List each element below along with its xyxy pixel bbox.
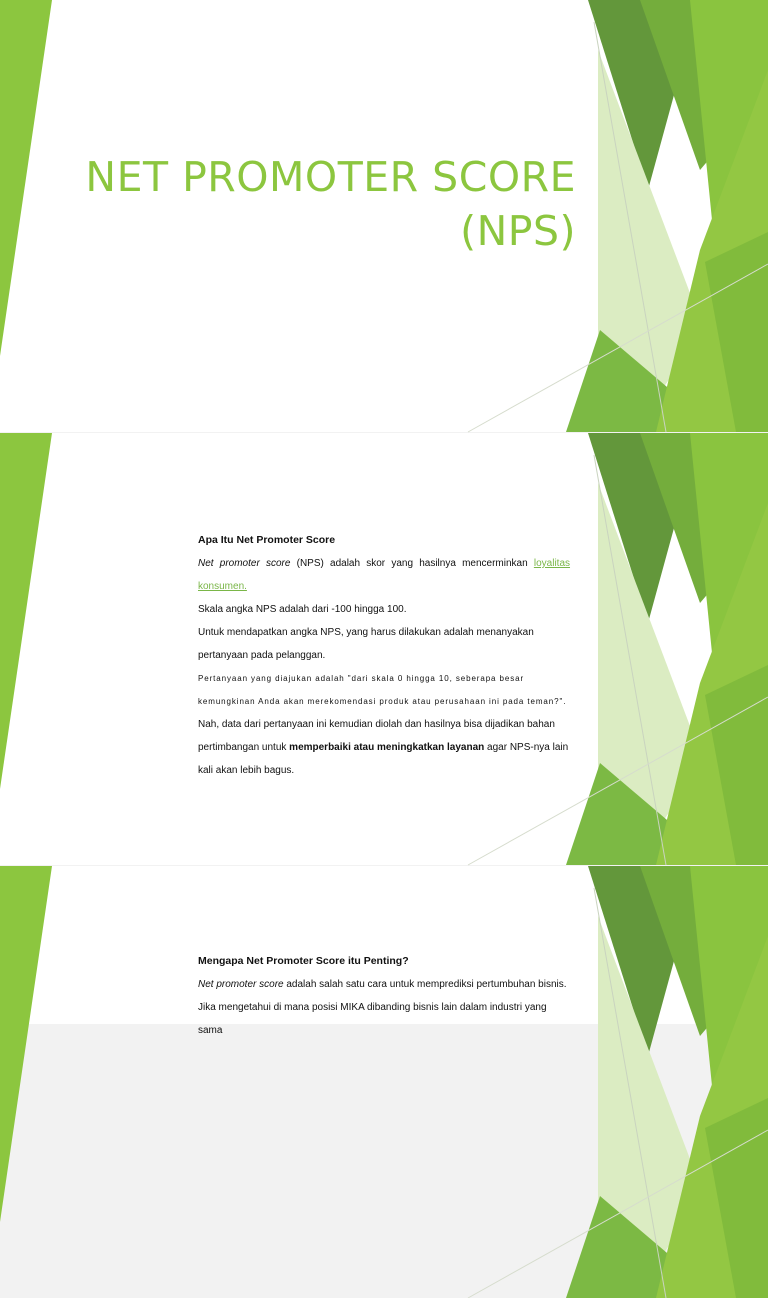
term-italic: Net promoter score: [198, 558, 291, 569]
content-slide-what-is-nps: [0, 433, 768, 865]
scale-paragraph: Skala angka NPS adalah dari -100 hingga 100.: [198, 604, 407, 615]
conclusion-bold: memperbaiki atau meningkatkan layanan: [289, 742, 485, 753]
slide-decoration: [0, 866, 768, 1298]
title-slide: [0, 0, 768, 432]
slide-title: [85, 150, 576, 258]
method-paragraph: Untuk mendapatkan angka NPS, yang harus dilakukan adalah menanyakan pertanyaan pada pelanggan.: [198, 627, 534, 661]
definition-paragraph: [198, 552, 570, 598]
conclusion-text-a: Nah, data dari pertanyaan ini kemudian diolah dan hasilnya bisa dijadikan bahan pertimbangan untuk: [198, 719, 555, 753]
title-line-2: (NPS): [460, 207, 576, 255]
term-italic: Net promoter score: [198, 979, 284, 990]
slide-body: [198, 529, 570, 782]
prediction-paragraph: [198, 973, 570, 996]
loyalty-link[interactable]: loyalitas konsumen.: [198, 558, 571, 592]
content-slide-why-nps: [0, 866, 768, 1036]
position-paragraph: Jika mengetahui di mana posisi MIKA dibanding bisnis lain dalam industri yang sama: [198, 1002, 547, 1036]
conclusion-text-b: agar NPS-nya lain kali akan lebih bagus.: [198, 742, 569, 776]
section-heading: Mengapa Net Promoter Score itu Penting?: [198, 955, 409, 967]
question-line-1: Pertanyaan yang diajukan adalah "dari skala 0 hingga 10, seberapa besar: [198, 674, 525, 683]
slide-body: [198, 950, 570, 1042]
section-heading: Apa Itu Net Promoter Score: [198, 534, 336, 546]
definition-text: (NPS) adalah skor yang hasilnya mencerminkan: [290, 558, 534, 569]
question-line-2: kemungkinan Anda akan merekomendasi produk atau perusahaan ini pada teman?".: [198, 697, 567, 706]
title-line-1: NET PROMOTER SCORE: [85, 153, 576, 201]
conclusion-paragraph: [198, 713, 570, 782]
prediction-text: adalah salah satu cara untuk memprediksi pertumbuhan bisnis.: [283, 979, 567, 990]
